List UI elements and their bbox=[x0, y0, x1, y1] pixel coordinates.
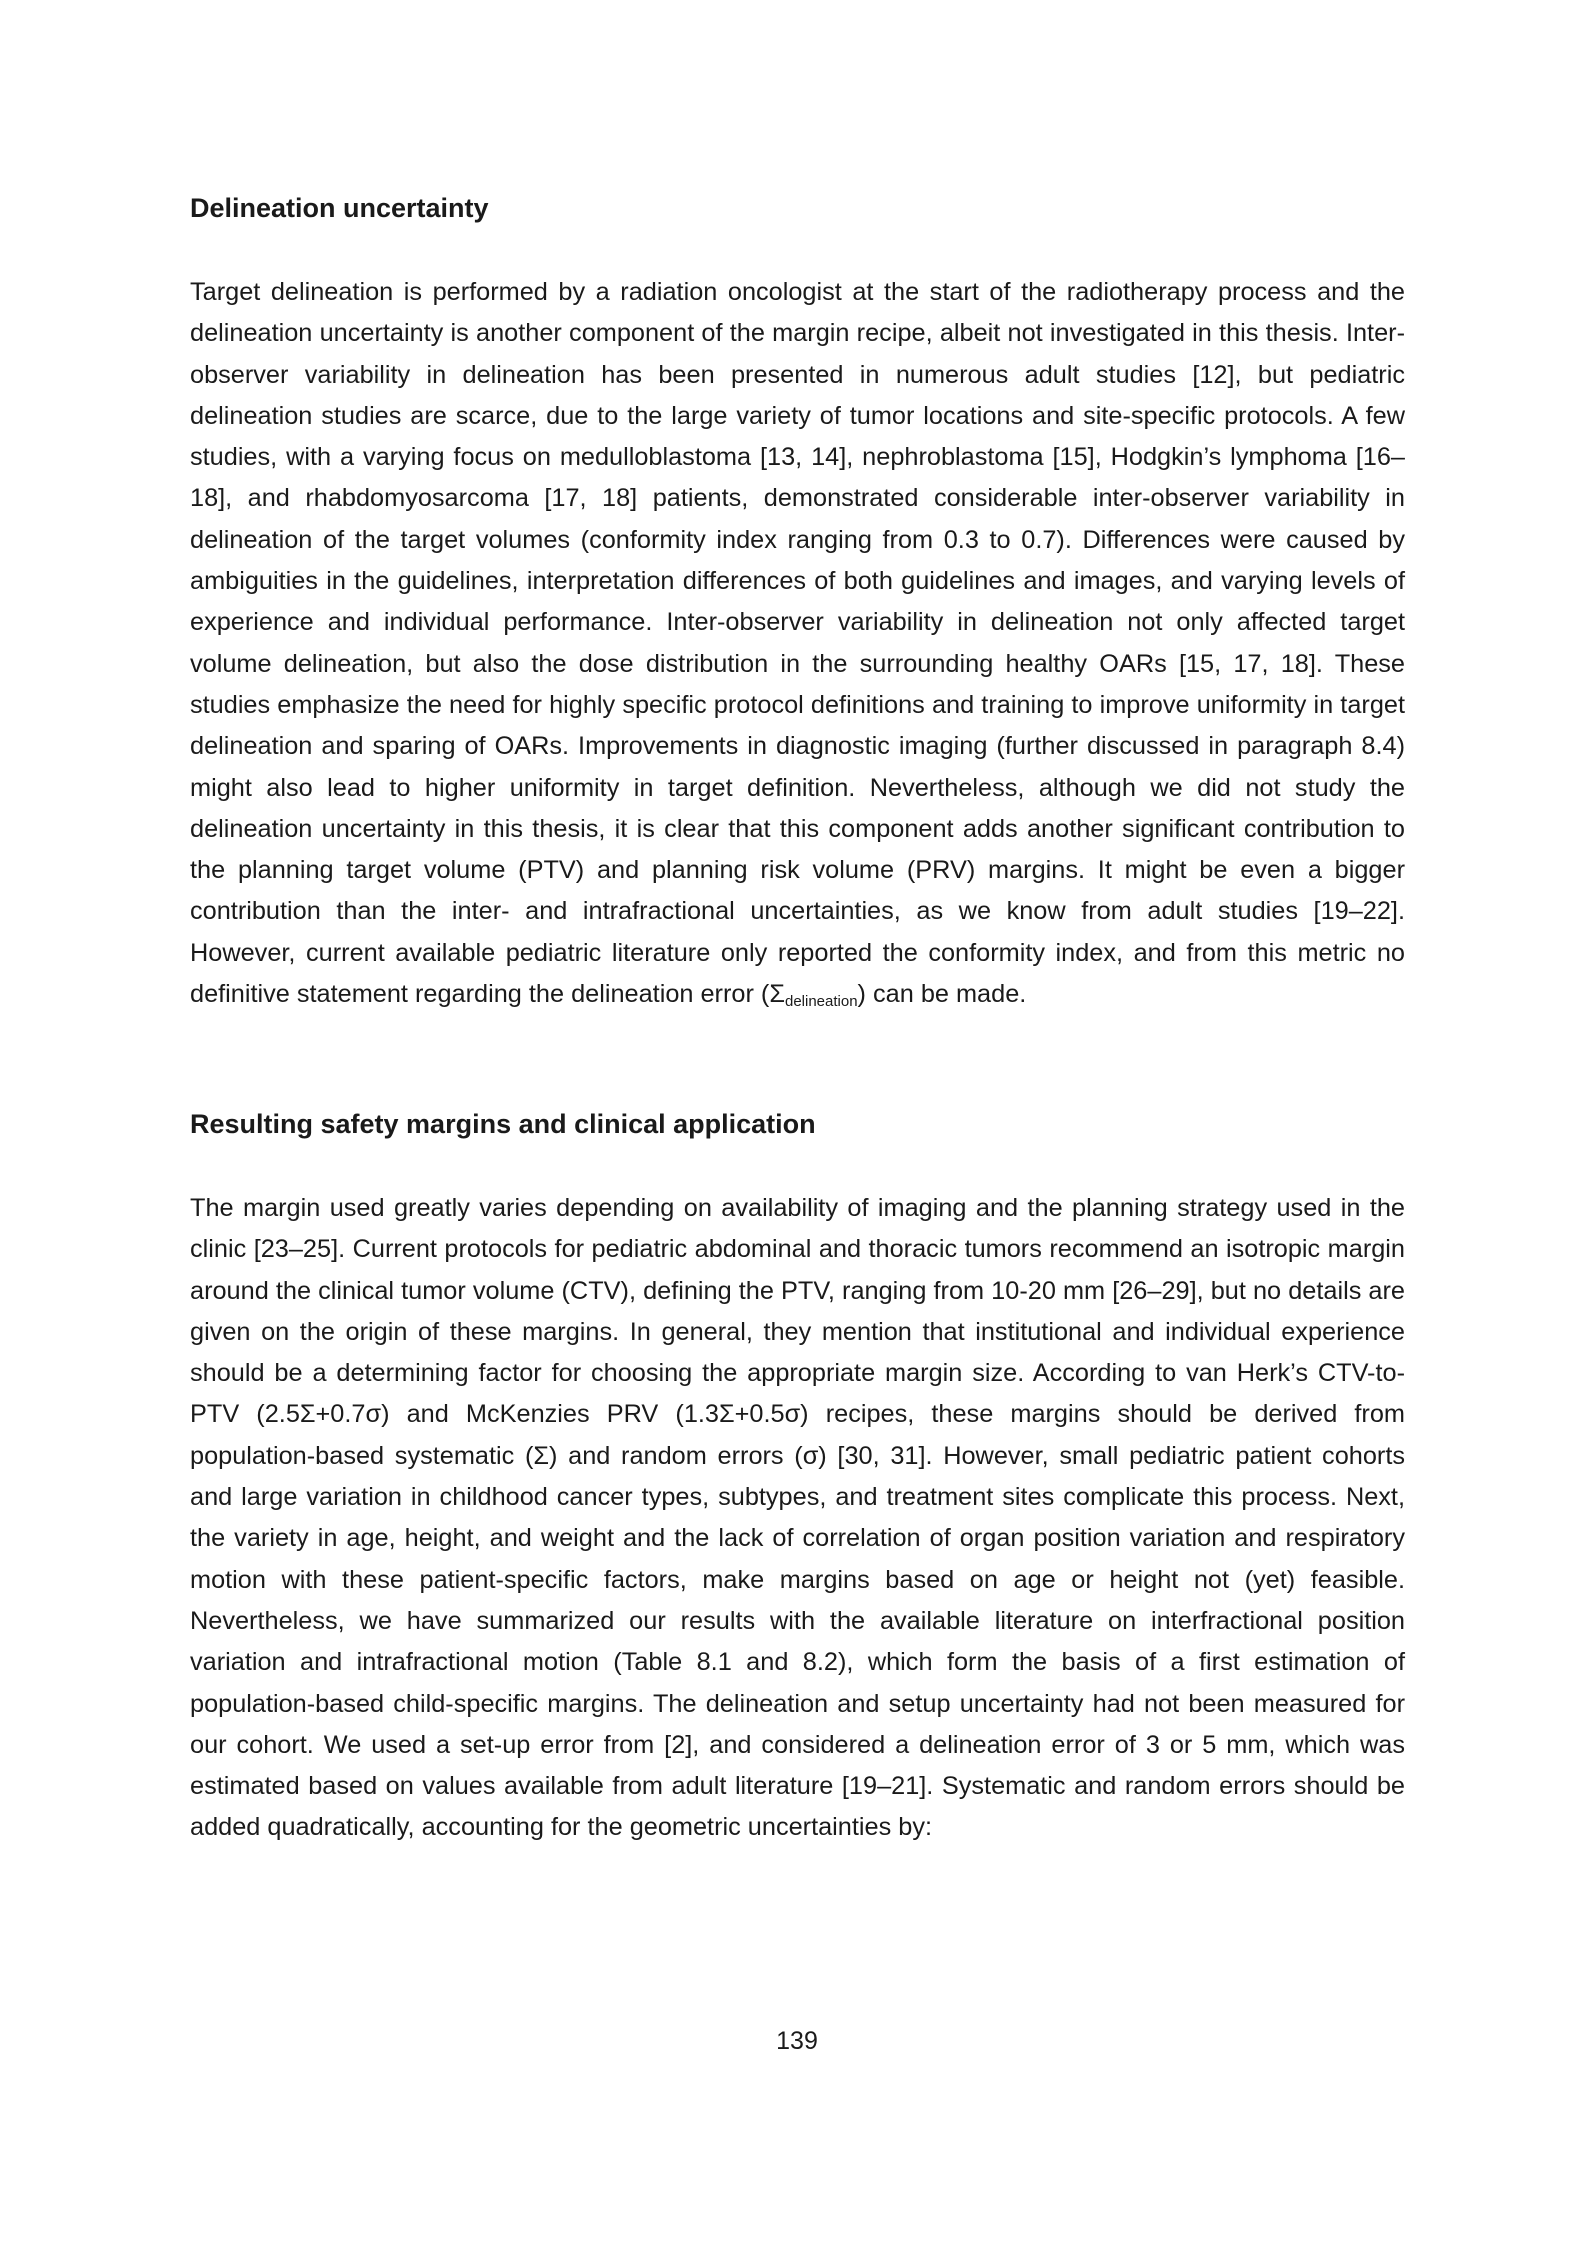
paragraph-text: Target delineation is performed by a radiation oncologist at the start of the radiotherapy process and the delineation uncertainty is another component of the margin recipe, albeit not investigated in this thesis. Inter-observer variability in delineation has been presented in numerous adult studies [12], but pediatric delineation studies are scarce, due to the large variety of tumor locations and site-specific protocols. A few studies, with a varying focus on medulloblastoma [13, 14], nephroblastoma [15], Hodgkin’s lymphoma [16–18], and rhabdomyosarcoma [17, 18] patients, demonstrated considerable inter-observer variability in delineation of the target volumes (conformity index ranging from 0.3 to 0.7). Differences were caused by ambiguities in the guidelines, interpretation differences of both guidelines and images, and varying levels of experience and individual performance. Inter-observer variability in delineation not only affected target volume delineation, but also the dose distribution in the surrounding healthy OARs [15, 17, 18]. These studies emphasize the need for highly specific protocol definitions and training to improve uniformity in target delineation and sparing of OARs. Improvements in diagnostic imaging (further discussed in paragraph 8.4) might also lead to higher uniformity in target definition. Nevertheless, although we did not study the delineation uncertainty in this thesis, it is clear that this component adds another significant contribution to the planning target volume (PTV) and planning risk volume (PRV) margins. It might be even a bigger contribution than the inter- and intrafractional uncertainties, as we know from adult studies [19–22]. However, current available pediatric literature only reported the conformity index, and from this metric no definitive statement regarding the delineation error (Σ bbox=[190, 278, 1405, 1009]
section-heading-safety-margins: Resulting safety margins and clinical application bbox=[190, 1109, 816, 1139]
paragraph-delineation-uncertainty bbox=[190, 272, 1405, 1015]
section-heading-delineation-uncertainty: Delineation uncertainty bbox=[190, 193, 489, 223]
page-number: 139 bbox=[776, 2027, 818, 2055]
subscript-delineation: delineation bbox=[784, 993, 858, 1011]
paragraph-safety-margins: The margin used greatly varies depending on availability of imaging and the planning strategy used in the clinic [23–25]. Current protocols for pediatric abdominal and thoracic tumors recommend an isotropic margin around the clinical tumor volume (CTV), defining the PTV, ranging from 10-20 mm [26–29], but no details are given on the origin of these margins. In general, they mention that institutional and individual experience should be a determining factor for choosing the appropriate margin size. According to van Herk’s CTV-to-PTV (2.5Σ+0.7σ) and McKenzies PRV (1.3Σ+0.5σ) recipes, these margins should be derived from population-based systematic (Σ) and random errors (σ) [30, 31]. However, small pediatric patient cohorts and large variation in childhood cancer types, subtypes, and treatment sites complicate this process. Next, the variety in age, height, and weight and the lack of correlation of organ position variation and respiratory motion with these patient-specific factors, make margins based on age or height not (yet) feasible. Nevertheless, we have summarized our results with the available literature on interfractional position variation and intrafractional motion (Table 8.1 and 8.2), which form the basis of a first estimation of population-based child-specific margins. The delineation and setup uncertainty had not been measured for our cohort. We used a set-up error from [2], and considered a delineation error of 3 or 5 mm, which was estimated based on values available from adult literature [19–21]. Systematic and random errors should be added quadratically, accounting for the geometric uncertainties by: bbox=[190, 1194, 1405, 1842]
paragraph-text-end: ) can be made. bbox=[857, 980, 1027, 1009]
